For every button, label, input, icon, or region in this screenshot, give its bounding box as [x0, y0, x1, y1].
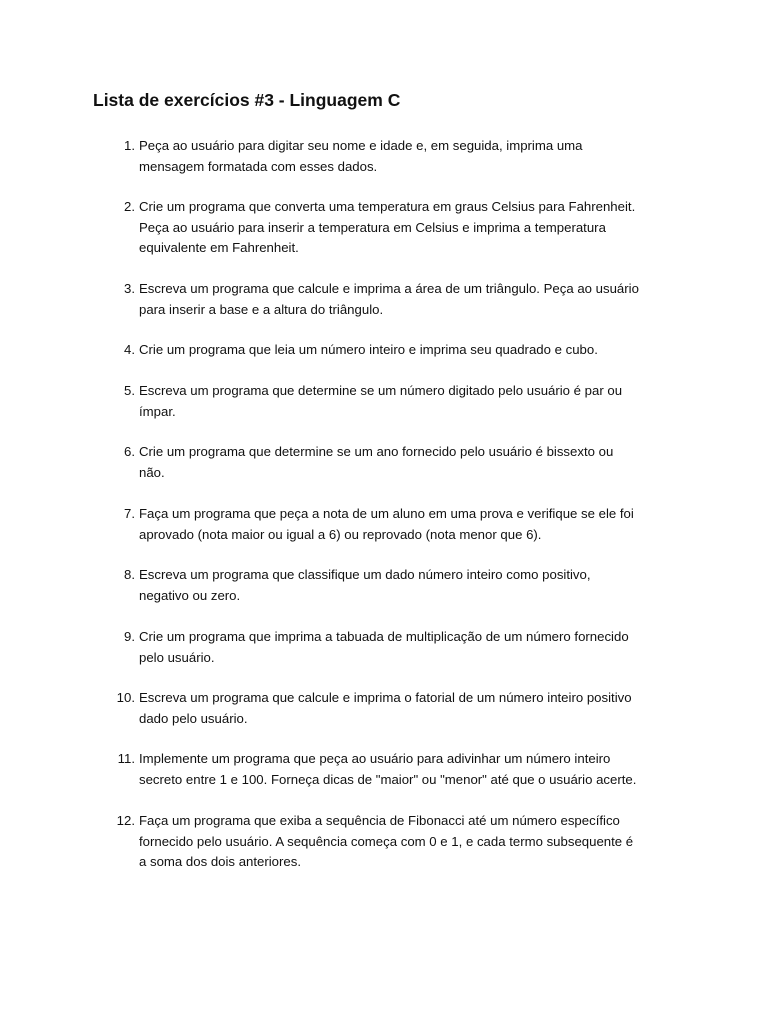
- exercise-text-line: pelo usuário.: [139, 649, 215, 665]
- exercise-number: 1.: [124, 138, 135, 153]
- exercise-text: [139, 565, 679, 606]
- exercise-text-line: não.: [139, 464, 165, 480]
- exercise-text-line: Crie um programa que converta uma temperatura em graus Celsius para Fahrenheit.: [139, 199, 636, 214]
- exercise-text: [139, 442, 679, 483]
- exercise-text-line: Implemente um programa que peça ao usuário para adivinhar um número inteiro: [139, 751, 611, 766]
- exercise-number: 11.: [117, 751, 135, 766]
- exercise-number: 10.: [116, 690, 135, 705]
- exercise-number: 4.: [124, 342, 135, 357]
- exercise-number: 8.: [124, 567, 135, 582]
- exercise-text-line: Escreva um programa que classifique um dado número inteiro como positivo,: [139, 567, 591, 582]
- exercise-text-line: Crie um programa que leia um número inteiro e imprima seu quadrado e cubo.: [139, 342, 598, 357]
- exercise-text-line: Escreva um programa que calcule e imprima a área de um triângulo. Peça ao usuário: [139, 281, 639, 296]
- exercise-number: 12.: [116, 813, 135, 828]
- exercise-text-line: Escreva um programa que calcule e imprima o fatorial de um número inteiro positivo: [139, 690, 632, 705]
- exercise-text-line: Crie um programa que determine se um ano fornecido pelo usuário é bissexto ou: [139, 444, 614, 459]
- exercise-number: 6.: [124, 444, 135, 459]
- exercise-text-line: Crie um programa que imprima a tabuada de multiplicação de um número fornecido: [139, 629, 629, 644]
- exercise-text-line: Escreva um programa que determine se um número digitado pelo usuário é par ou: [139, 383, 623, 398]
- exercise-text: [139, 688, 679, 729]
- exercise-text: [139, 749, 679, 790]
- exercise-text-line: fornecido pelo usuário. A sequência começa com 0 e 1, e cada termo subsequente é: [139, 833, 634, 849]
- exercise-text-line: a soma dos dois anteriores.: [139, 854, 301, 869]
- exercise-number: 5.: [124, 383, 135, 398]
- exercise-text: [139, 279, 679, 320]
- exercise-text-line: negativo ou zero.: [139, 587, 241, 603]
- exercise-text-line: aprovado (nota maior ou igual a 6) ou reprovado (nota menor que 6).: [139, 526, 542, 542]
- exercise-text-line: para inserir a base e a altura do triângulo.: [139, 301, 384, 317]
- exercise-text: [139, 381, 679, 422]
- exercise-text-line: Faça um programa que exiba a sequência de Fibonacci até um número específico: [139, 813, 620, 828]
- exercise-text: [139, 811, 679, 873]
- exercise-number: 2.: [124, 199, 135, 214]
- document-title: Lista de exercícios #3 - Linguagem C: [93, 90, 401, 110]
- exercise-text: [139, 340, 679, 361]
- exercise-text-line: mensagem formatada com esses dados.: [139, 158, 378, 174]
- exercise-text-line: Faça um programa que peça a nota de um aluno em uma prova e verifique se ele foi: [139, 506, 634, 521]
- exercise-text: [139, 627, 679, 668]
- exercise-number: 9.: [124, 629, 135, 644]
- exercise-number: 3.: [124, 281, 135, 296]
- exercise-number: 7.: [124, 506, 135, 521]
- exercise-text: [139, 197, 679, 259]
- exercise-text-line: dado pelo usuário.: [139, 710, 248, 726]
- exercise-text-line: Peça ao usuário para digitar seu nome e idade e, em seguida, imprima uma: [139, 138, 583, 153]
- exercise-text-line: secreto entre 1 e 100. Forneça dicas de "maior" ou "menor" até que o usuário acerte.: [139, 771, 637, 787]
- exercise-text: [139, 504, 679, 545]
- exercise-text-line: Peça ao usuário para inserir a temperatura em Celsius e imprima a temperatura: [139, 219, 606, 235]
- exercise-text: [139, 136, 679, 177]
- exercise-text-line: ímpar.: [139, 403, 176, 419]
- exercise-text-line: equivalente em Fahrenheit.: [139, 240, 299, 255]
